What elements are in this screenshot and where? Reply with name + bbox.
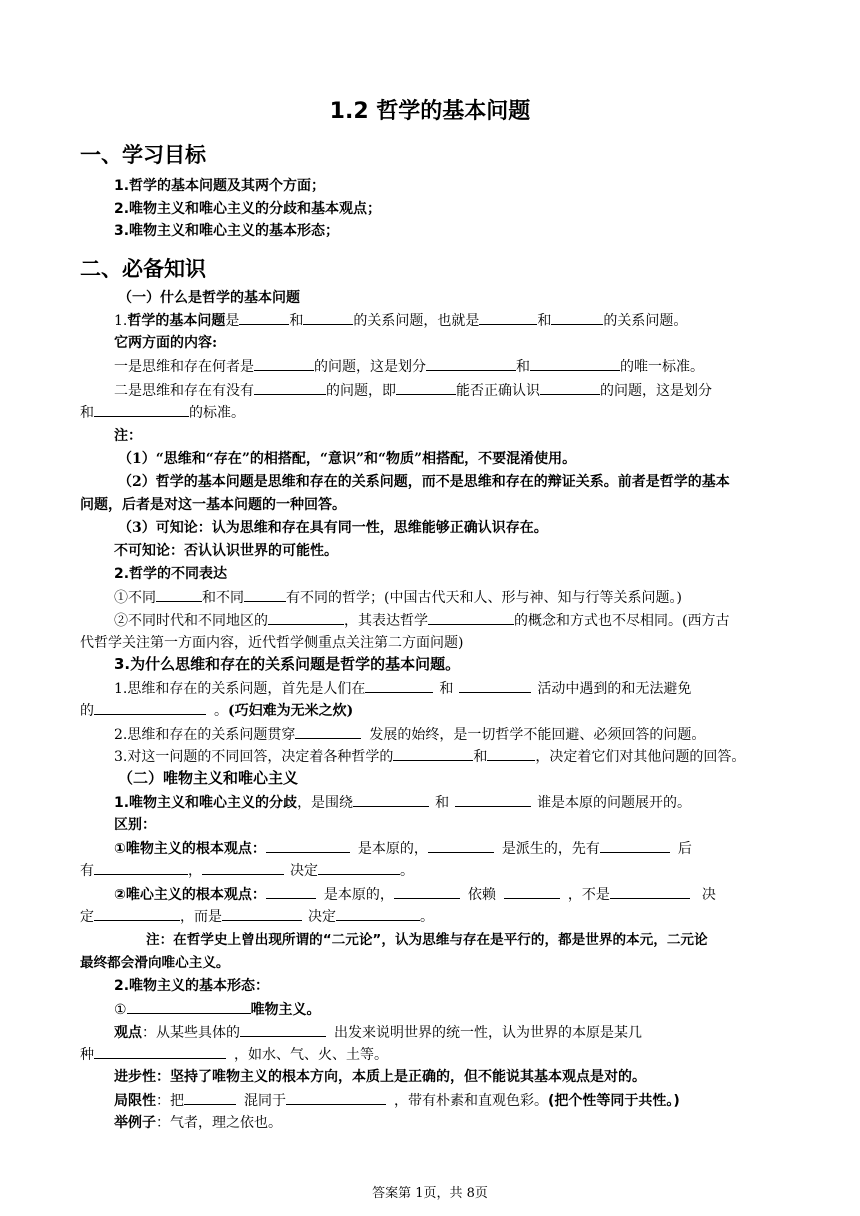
fill-blank[interactable] <box>94 1044 226 1059</box>
fill-blank[interactable] <box>336 906 420 921</box>
text-line: 3.对这一问题的不同回答，决定着各种哲学的 和 ，决定着它们对其他问题的回答。 <box>114 746 790 767</box>
section-heading-knowledge: 二、必备知识 <box>80 257 206 281</box>
text-line: 二是思维和存在有没有 的问题，即 能否正确认识 的问题，这是划分 <box>114 380 790 401</box>
fill-blank[interactable] <box>94 402 189 417</box>
note-text: （3）可知论：认为思维和存在具有同一性，思维能够正确认识存在。 <box>118 520 548 536</box>
text-line: 举例子：气者，理之依也。 <box>114 1115 282 1131</box>
text-line: 进步性：坚持了唯物主义的根本方向，本质上是正确的，但不能说其基本观点是对的。 <box>114 1069 646 1085</box>
fill-blank[interactable] <box>487 746 535 761</box>
text-line: 代哲学关注第一方面内容，近代哲学侧重点关注第二方面问题) <box>80 635 464 651</box>
fill-blank[interactable] <box>202 860 284 875</box>
fill-blank[interactable] <box>353 792 429 807</box>
note-text: 注：在哲学史上曾出现所谓的“二元论”，认为思维与存在是平行的，都是世界的本元，二元论 <box>146 932 708 948</box>
text-line: 局限性：把 混同于 ，带有朴素和直观色彩。(把个性等同于共性。) <box>114 1090 790 1111</box>
text-line: 2.唯物主义的基本形态： <box>114 978 270 994</box>
text-line: 种 ，如水、气、火、土等。 <box>80 1044 790 1065</box>
page-footer: 答案第 1页，共 8页 <box>372 1186 488 1201</box>
text-line: 3.为什么思维和存在的关系问题是哲学的基本问题。 <box>114 655 461 673</box>
text-line: 区别： <box>114 817 156 833</box>
fill-blank[interactable] <box>156 587 202 602</box>
text-line: 和 的标准。 <box>80 402 790 423</box>
fill-blank[interactable] <box>504 884 560 899</box>
section-heading-goals: 一、学习目标 <box>80 143 206 167</box>
fill-blank[interactable] <box>530 356 620 371</box>
fill-blank[interactable] <box>254 380 326 395</box>
fill-blank[interactable] <box>254 356 314 371</box>
note-text: 不可知论：否认认识世界的可能性。 <box>114 543 338 559</box>
text-line: ②唯心主义的根本观点： 是本原的， 依赖 ，不是 决 <box>114 884 790 905</box>
text-line: ①不同 和不同 有不同的哲学；(中国古代天和人、形与神、知与行等关系问题。) <box>114 587 790 608</box>
fill-blank[interactable] <box>393 746 473 761</box>
subsection-heading: （二）唯物主义和唯心主义 <box>118 769 299 787</box>
text-line: 1.哲学的基本问题是 和 的关系问题，也就是 和 的关系问题。 <box>114 310 790 331</box>
text-line: 一是思维和存在何者是 的问题，这是划分 和 的唯一标准。 <box>114 356 790 377</box>
note-text: （2）哲学的基本问题是思维和存在的关系问题，而不是思维和存在的辩证关系。前者是哲学的基本 <box>118 474 730 490</box>
text-line: 2.思维和存在的关系问题贯穿 发展的始终，是一切哲学不能回避、必须回答的问题。 <box>114 724 790 745</box>
goal-item: 1.哲学的基本问题及其两个方面； <box>114 178 326 194</box>
text-line: 观点：从某些具体的 出发来说明世界的统一性，认为世界的本原是某几 <box>114 1022 790 1043</box>
goal-item: 2.唯物主义和唯心主义的分歧和基本观点； <box>114 201 382 217</box>
fill-blank[interactable] <box>266 838 350 853</box>
goal-item: 3.唯物主义和唯心主义的基本形态； <box>114 223 340 239</box>
fill-blank[interactable] <box>268 610 344 625</box>
text-line: 它两方面的内容: <box>114 335 218 351</box>
fill-blank[interactable] <box>365 678 433 693</box>
fill-blank[interactable] <box>600 838 670 853</box>
text-line: 1.唯物主义和唯心主义的分歧，是围绕 和 谁是本原的问题展开的。 <box>114 792 790 813</box>
fill-blank[interactable] <box>94 906 180 921</box>
fill-blank[interactable] <box>540 380 600 395</box>
text-line: ②不同时代和不同地区的 ，其表达哲学 的概念和方式也不尽相同。(西方古 <box>114 610 790 631</box>
fill-blank[interactable] <box>303 310 353 325</box>
fill-blank[interactable] <box>240 1022 326 1037</box>
fill-blank[interactable] <box>94 700 206 715</box>
fill-blank[interactable] <box>610 884 690 899</box>
note-text: 问题，后者是对这一基本问题的一种回答。 <box>80 497 346 513</box>
fill-blank[interactable] <box>127 999 251 1014</box>
fill-blank[interactable] <box>239 310 289 325</box>
fill-blank[interactable] <box>428 838 494 853</box>
text-line: 有 ， 决定 。 <box>80 860 790 881</box>
text-line: ① 唯物主义。 <box>114 999 790 1020</box>
fill-blank[interactable] <box>394 884 460 899</box>
fill-blank[interactable] <box>286 1090 386 1105</box>
fill-blank[interactable] <box>222 906 302 921</box>
fill-blank[interactable] <box>428 610 514 625</box>
fill-blank[interactable] <box>551 310 603 325</box>
fill-blank[interactable] <box>295 724 361 739</box>
fill-blank[interactable] <box>459 678 531 693</box>
text-line: 1.思维和存在的关系问题，首先是人们在 和 活动中遇到的和无法避免 <box>114 678 790 699</box>
fill-blank[interactable] <box>318 860 400 875</box>
subsection-heading: （一）什么是哲学的基本问题 <box>118 290 300 306</box>
fill-blank[interactable] <box>184 1090 236 1105</box>
text-line: 定 ，而是 决定 。 <box>80 906 790 927</box>
text-line: 2.哲学的不同表达 <box>114 566 228 582</box>
fill-blank[interactable] <box>94 860 188 875</box>
text-line: ①唯物主义的根本观点： 是本原的， 是派生的，先有 后 <box>114 838 790 859</box>
fill-blank[interactable] <box>266 884 316 899</box>
note-text: （1）“思维和“存在”的相搭配，“意识”和“物质”相搭配，不要混淆使用。 <box>118 451 577 467</box>
fill-blank[interactable] <box>244 587 286 602</box>
fill-blank[interactable] <box>455 792 531 807</box>
note-label: 注： <box>114 428 142 444</box>
fill-blank[interactable] <box>479 310 537 325</box>
fill-blank[interactable] <box>426 356 516 371</box>
note-text: 最终都会滑向唯心主义。 <box>80 955 230 971</box>
text-line: 的 。(巧妇难为无米之炊) <box>80 700 790 721</box>
page-title: 1.2 哲学的基本问题 <box>329 99 531 124</box>
fill-blank[interactable] <box>396 380 456 395</box>
